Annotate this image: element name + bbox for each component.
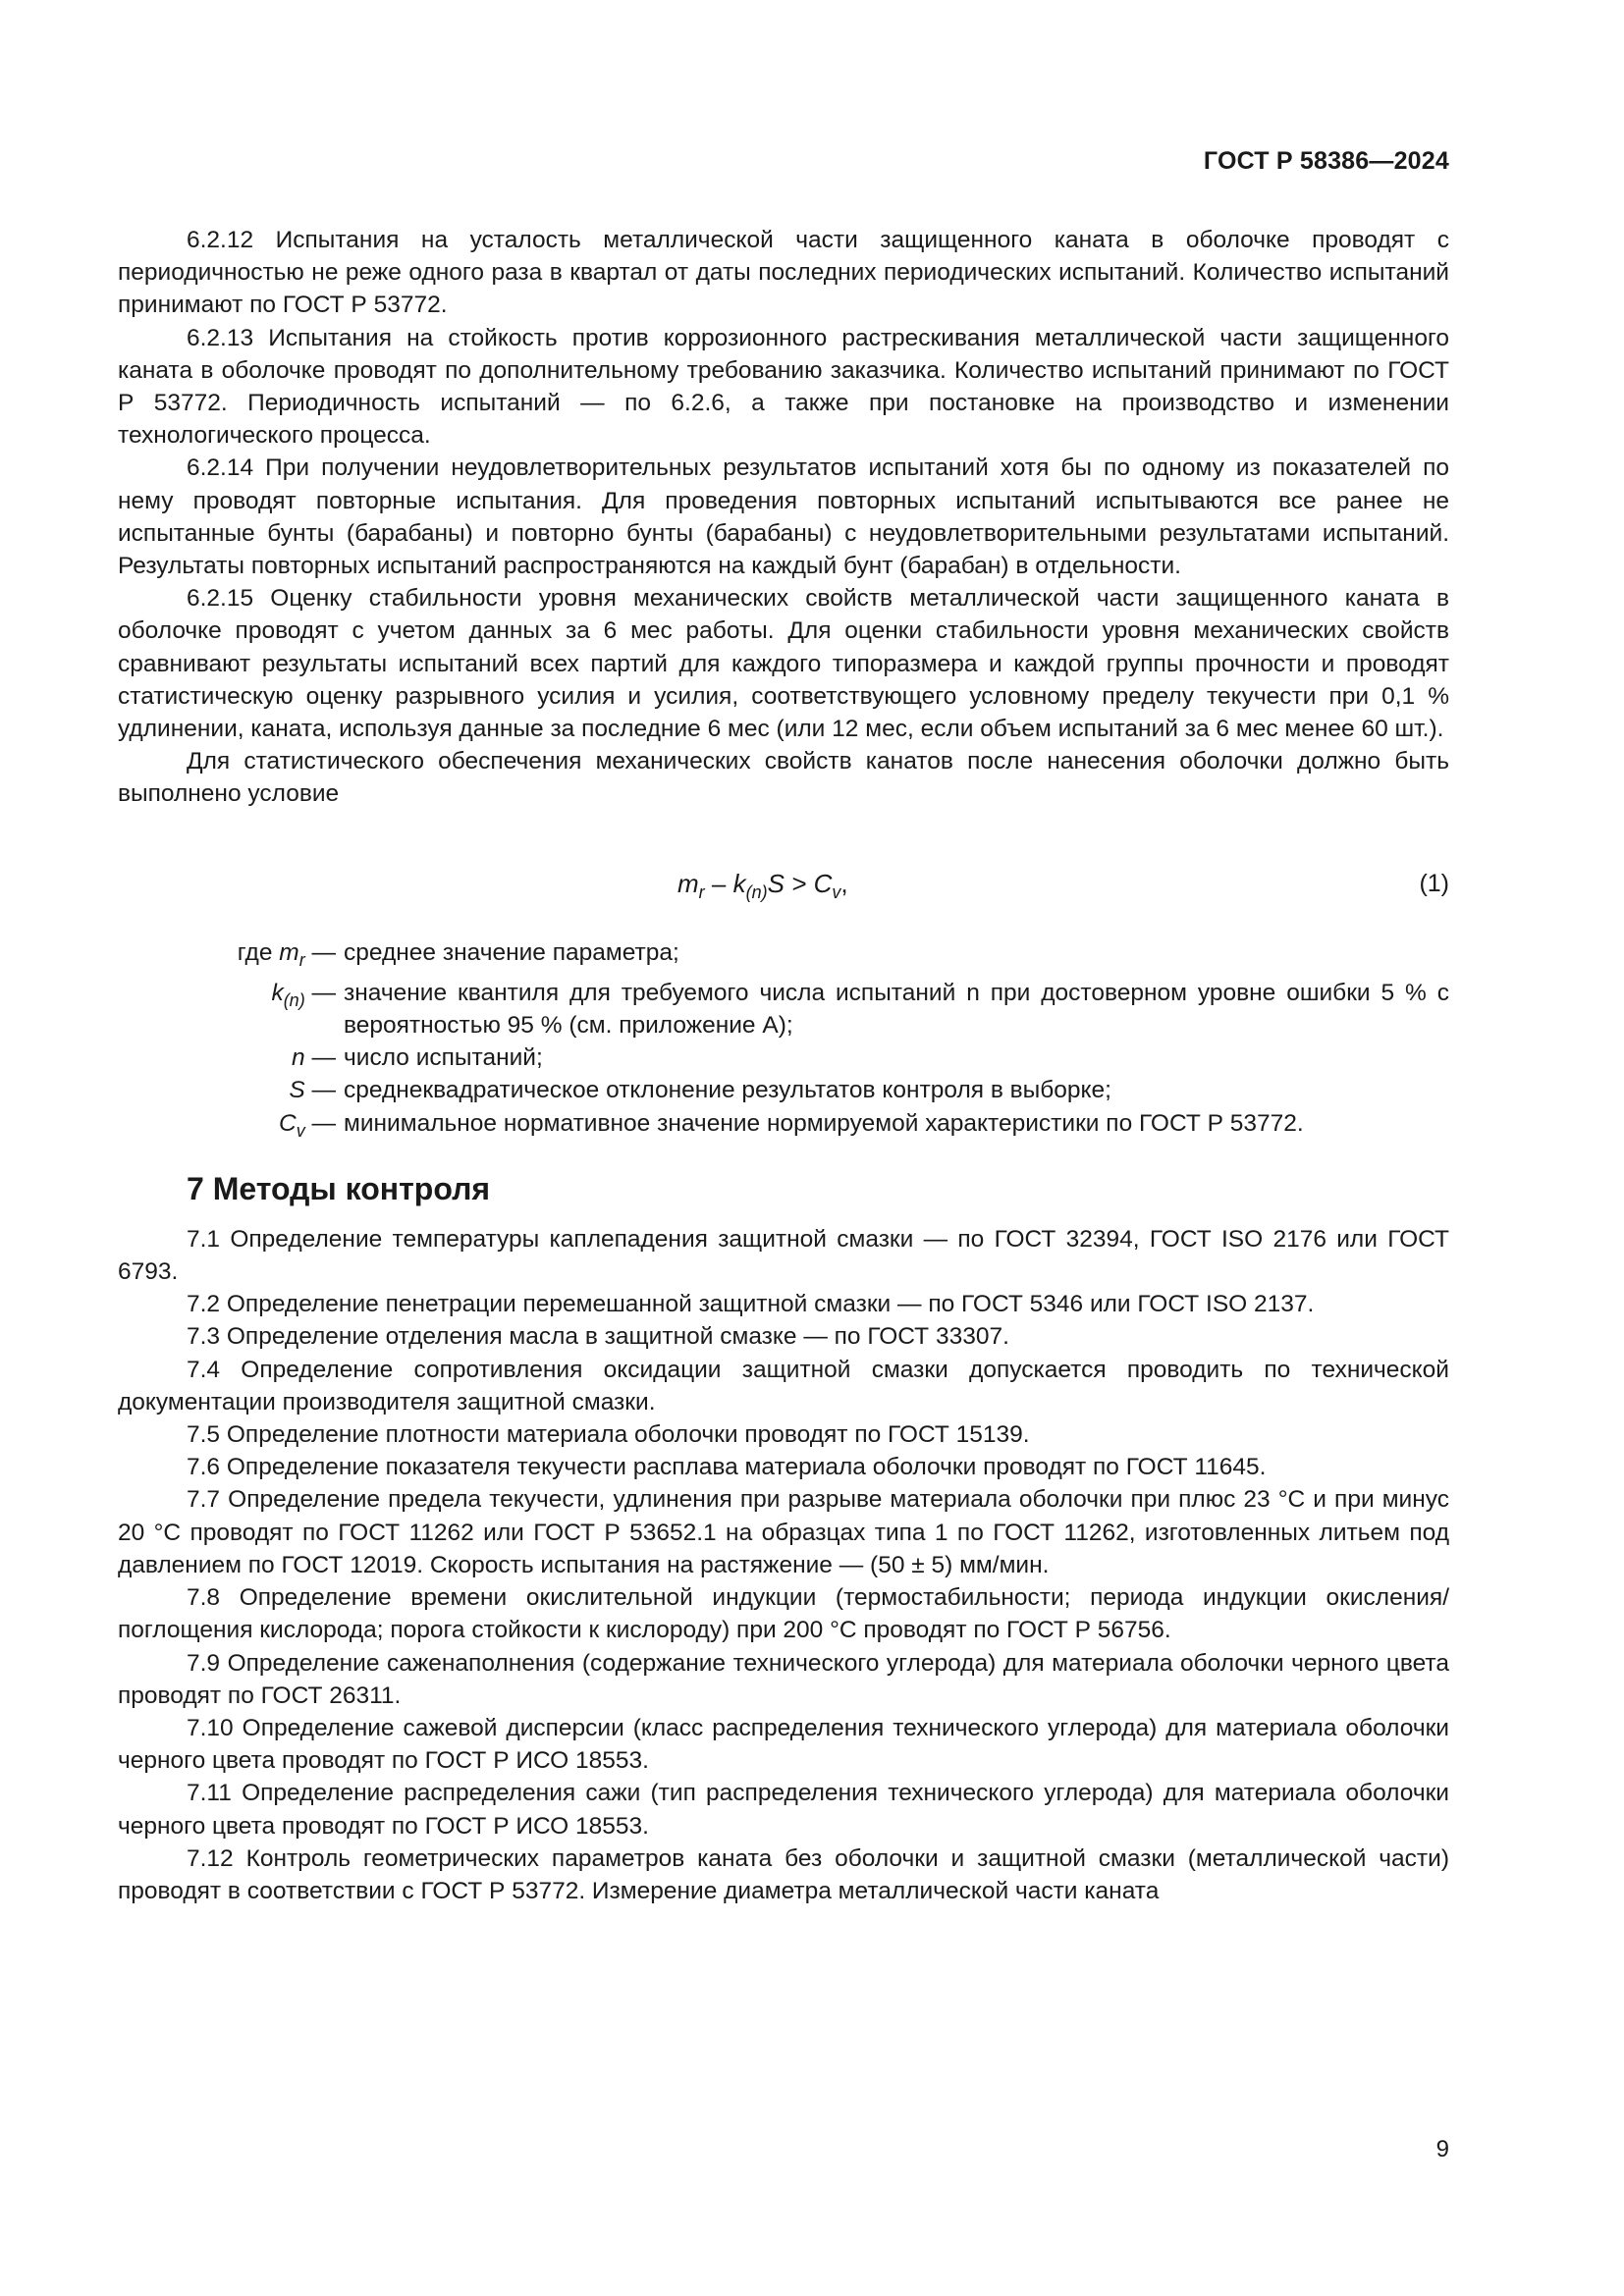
formula-definitions xyxy=(118,936,1449,1148)
formula-number: (1) xyxy=(1419,869,1449,897)
definition-text: среднеквадратическое отклонение результатов контроля в выборке; xyxy=(344,1077,1111,1104)
paragraph-7-7: 7.7 Определение предела текучести, удлинения при разрыве материала оболочки при плюс 23 °С и при минус 20 °С проводят по ГОСТ 11262 или ГОСТ Р 53652.1 на образцах типа 1 по ГОСТ 11262, изготовленных литьем под давлением по ГОСТ 12019. Скорость испытания на растяжение — (50 ± 5) мм/мин. xyxy=(118,1486,1449,1578)
definition-text: число испытаний; xyxy=(344,1044,543,1072)
formula-expression: $m_r - k_{(n)}S > C_v$, xyxy=(677,868,848,902)
paragraph-7-6: 7.6 Определение показателя текучести расплава материала оболочки проводят по ГОСТ 11645. xyxy=(187,1454,1267,1481)
paragraph-7-5: 7.5 Определение плотности материала оболочки проводят по ГОСТ 15139. xyxy=(187,1421,1030,1449)
definition-text: среднее значение параметра; xyxy=(344,938,679,966)
definition-item xyxy=(118,936,1449,977)
definition-item xyxy=(118,1074,1449,1106)
definition-item xyxy=(118,977,1449,1041)
paragraph-7-10: 7.10 Определение сажевой дисперсии (класс распределения технического углерода) для материала оболочки черного цвета проводят по ГОСТ Р ИСО 18553. xyxy=(118,1714,1449,1775)
paragraph-7-12: 7.12 Контроль геометрических параметров каната без оболочки и защитной смазки (металлической части) проводят в соответствии с ГОСТ Р 53772. Измерение диаметра металлической части каната xyxy=(118,1844,1449,1904)
paragraph-6-2-14: 6.2.14 При получении неудовлетворительных результатов испытаний хотя бы по одному из показателей по нему проводят повторные испытания. Для проведения повторных испытаний испытываются все ранее не испытанные бунты (барабаны) и повторно бунты (барабаны) с неудовлетворительными результатами испытаний. Результаты повторных испытаний распространяются на каждый бунт (барабан) в отдельности. xyxy=(118,454,1449,580)
document-body xyxy=(118,224,1449,1907)
formula-1 xyxy=(118,838,1449,936)
definition-item xyxy=(118,1041,1449,1074)
paragraph-6-2-12: 6.2.12 Испытания на усталость металлической части защищенного каната в оболочке проводят с периодичностью не реже одного раза в квартал от даты последних периодических испытаний. Количество испытаний принимают по ГОСТ Р 53772. xyxy=(118,227,1449,319)
document-code-header: ГОСТ Р 58386—2024 xyxy=(1203,147,1449,175)
definition-symbol: $C_v$ — xyxy=(278,1109,336,1141)
paragraph-7-1: 7.1 Определение температуры каплепадения защитной смазки — по ГОСТ 32394, ГОСТ ISO 2176 или ГОСТ 6793. xyxy=(118,1225,1449,1286)
paragraph-6-2-15: 6.2.15 Оценку стабильности уровня механических свойств металлической части защищенного каната в оболочке проводят с учетом данных за 6 мес работы. Для оценки стабильности уровня механических свойств сравнивают результаты испытаний всех партий для каждого типоразмера и каждой группы прочности и проводят статистическую оценку разрывного усилия и усилия, соответствующего условному пределу текучести при 0,1 % удлинении, каната, используя данные за последние 6 мес (или 12 мес, если объем испытаний за 6 мес менее 60 шт.). xyxy=(118,585,1449,743)
definition-item xyxy=(118,1107,1449,1148)
definition-symbol: n — xyxy=(292,1044,336,1072)
definition-symbol: S — xyxy=(289,1077,336,1104)
definition-text: значение квантиля для требуемого числа испытаний n при достоверном уровне ошибки 5 % с вероятностью 95 % (см. приложение А); xyxy=(344,979,1449,1039)
page-number: 9 xyxy=(1435,2136,1449,2163)
paragraph-7-3: 7.3 Определение отделения масла в защитной смазке — по ГОСТ 33307. xyxy=(187,1323,1009,1351)
paragraph-7-2: 7.2 Определение пенетрации перемешанной защитной смазки — по ГОСТ 5346 или ГОСТ ISO 2137. xyxy=(187,1291,1315,1318)
paragraph-7-4: 7.4 Определение сопротивления оксидации защитной смазки допускается проводить по технической документации производителя защитной смазки. xyxy=(118,1356,1449,1415)
definition-symbol: где $m_r$ — xyxy=(237,938,336,970)
paragraph-7-11: 7.11 Определение распределения сажи (тип распределения технического углерода) для материала оболочки черного цвета проводят по ГОСТ Р ИСО 18553. xyxy=(118,1780,1449,1840)
paragraph-6-2-13: 6.2.13 Испытания на стойкость против коррозионного растрескивания металлической части защищенного каната в оболочке проводят по дополнительному требованию заказчика. Количество испытаний принимают по ГОСТ Р 53772. Периодичность испытаний — по 6.2.6, а также при постановке на производство и изменении технологического процесса. xyxy=(118,324,1449,450)
paragraph-7-8: 7.8 Определение времени окислительной индукции (термостабильности; периода индукции окисления/поглощения кислорода; порога стойкости к кислороду) при 200 °С проводят по ГОСТ Р 56756. xyxy=(118,1584,1449,1644)
paragraph-condition-intro: Для статистического обеспечения механических свойств канатов после нанесения оболочки должно быть выполнено условие xyxy=(118,748,1449,808)
section-title: 7 Методы контроля xyxy=(187,1170,491,1206)
paragraph-7-9: 7.9 Определение саженаполнения (содержание технического углерода) для материала оболочки черного цвета проводят по ГОСТ 26311. xyxy=(118,1649,1449,1709)
definition-text: минимальное нормативное значение нормируемой характеристики по ГОСТ Р 53772. xyxy=(344,1109,1304,1137)
definition-symbol: $k_{(n)}$ — xyxy=(271,979,336,1010)
